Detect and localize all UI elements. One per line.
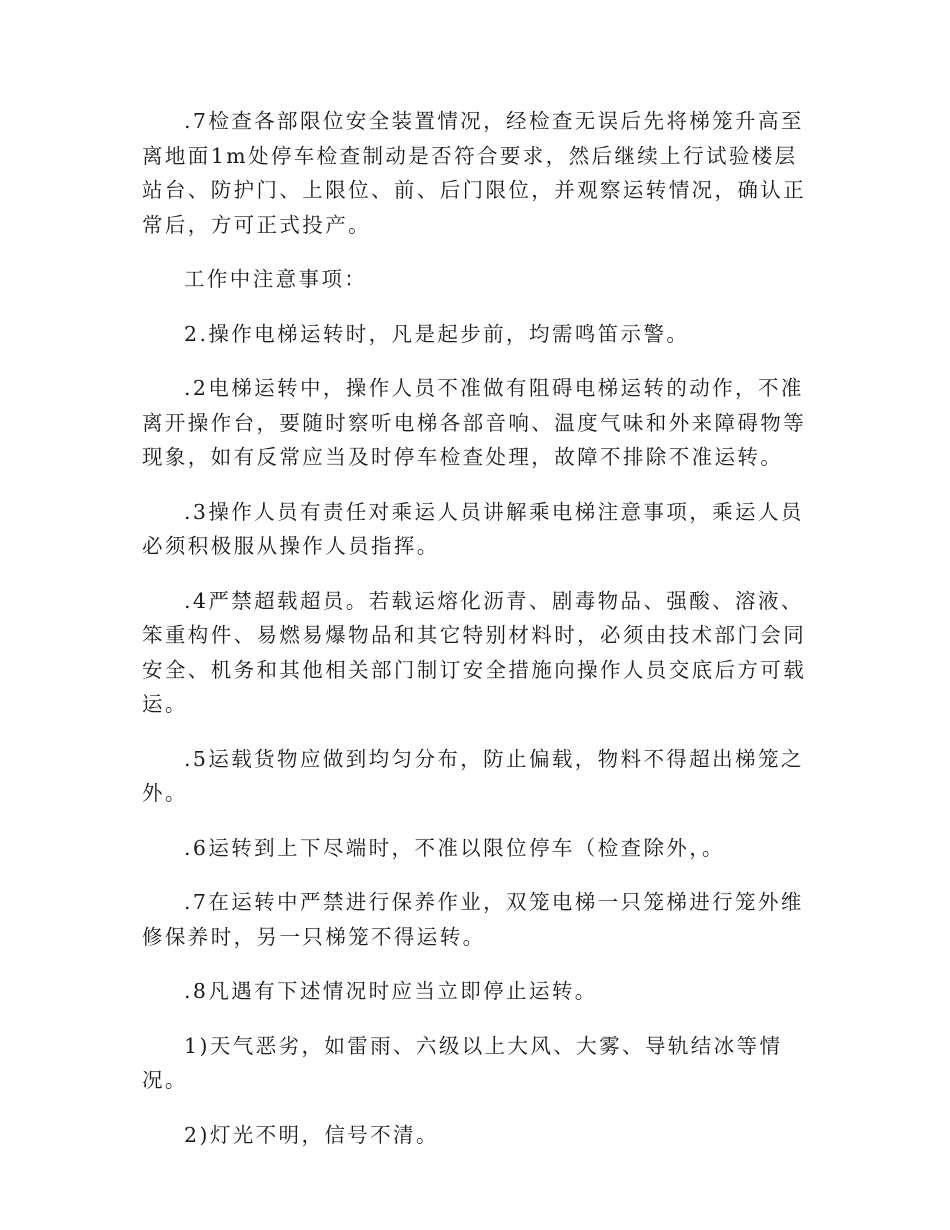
document-body <box>142 104 812 1172</box>
list-item: 1)天气恶劣，如雷雨、六级以上大风、大雾、导轨结冰等情况。 <box>142 1033 783 1092</box>
paragraph: 2.操作电梯运转时，凡是起步前，均需鸣笛示警。 <box>184 321 690 346</box>
paragraph: .6运转到上下尽端时，不准以限位停车（检查除外，。 <box>184 835 725 860</box>
paragraph: .8凡遇有下述情况时应当立即停止运转。 <box>184 979 598 1003</box>
paragraph: .7在运转中严禁进行保养作业，双笼电梯一只笼梯进行笼外维修保养时，另一只梯笼不得运转。 <box>142 890 804 949</box>
paragraph: .3操作人员有责任对乘运人员讲解乘电梯注意事项，乘运人员必须积极服从操作人员指挥。 <box>142 499 804 558</box>
paragraph: .5运载货物应做到均匀分布，防止偏载，物料不得超出梯笼之外。 <box>142 746 804 805</box>
section-heading: 工作中注意事项： <box>184 267 368 291</box>
list-item: 2)灯光不明，信号不清。 <box>184 1122 439 1147</box>
paragraph: .2电梯运转中，操作人员不准做有阻碍电梯运转的动作，不准离开操作台，要随时察听电梯各部音响、温度气味和外来障碍物等现象，如有反常应当及时停车检查处理，故障不排除不准运转。 <box>142 376 807 469</box>
paragraph: .4严禁超载超员。若载运熔化沥青、剧毒物品、强酸、溶液、笨重构件、易燃易爆物品和其它特别材料时，必须由技术部门会同安全、机务和其他相关部门制订安全措施向操作人员交底后方可载运。 <box>142 588 807 716</box>
paragraph: .7检查各部限位安全装置情况，经检查无误后先将梯笼升高至离地面1m处停车检查制动是否符合要求，然后继续上行试验楼层站台、防护门、上限位、前、后门限位，并观察运转情况，确认正常后，方可正式投产。 <box>142 109 807 237</box>
